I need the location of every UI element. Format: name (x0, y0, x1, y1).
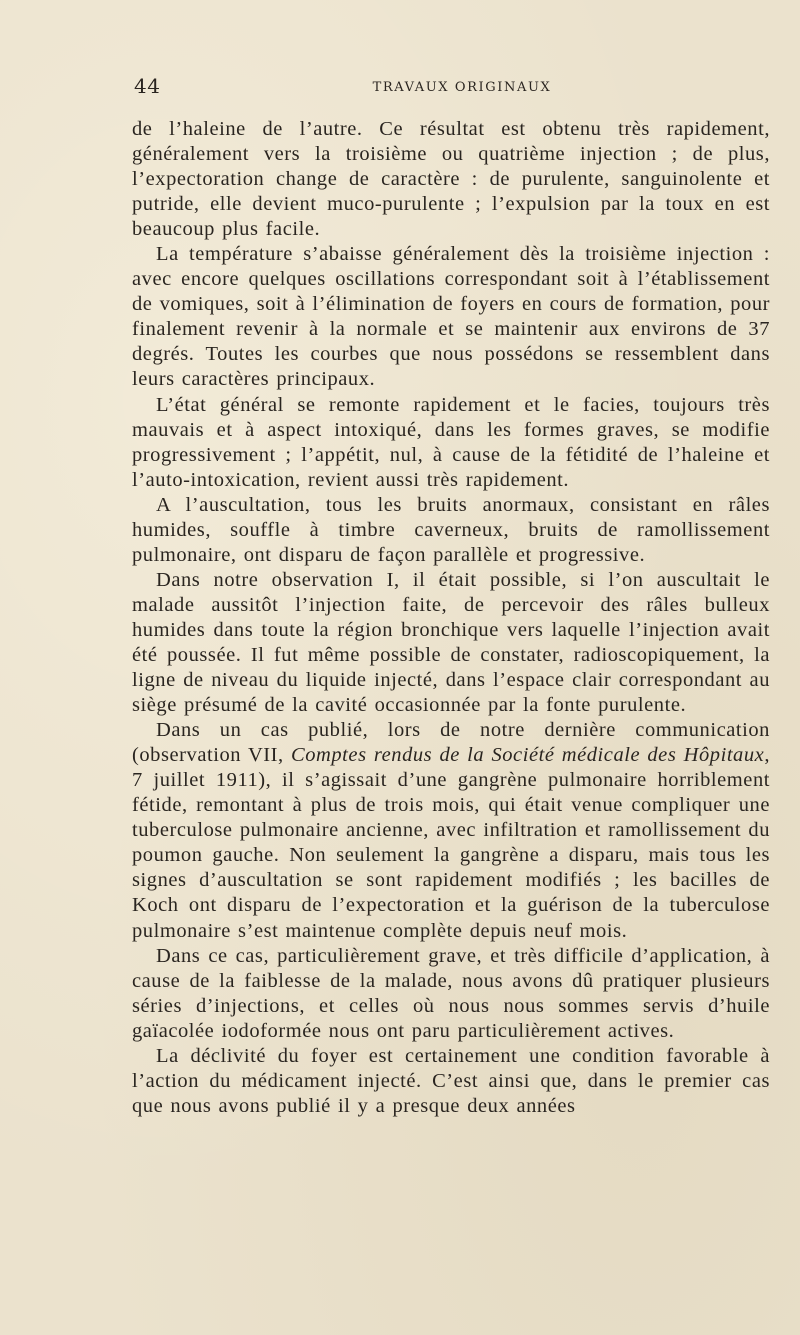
paragraph-text: Dans un cas publié, lors de notre dernière communication (observation VII, (132, 719, 770, 767)
running-title: TRAVAUX ORIGINAUX (372, 80, 552, 95)
body-text (132, 117, 770, 1119)
paragraph (132, 718, 770, 943)
paragraph: A l’auscultation, tous les bruits anormaux, consistant en râles humides, souffle à timbre caverneux, bruits de ramollissement pulmonaire, ont disparu de façon parallèle et progressive. (132, 493, 770, 566)
paragraph: La température s’abaisse généralement dès la troisième injection : avec encore quelques oscillations correspondant soit à l’établissement de vomiques, soit à l’élimination de foyers en cours de formation, pour finalement revenir à la normale et se maintenir aux environs de 37 degrés. Toutes les courbes que nous possédons se ressemblent dans leurs caractères principaux. (132, 243, 770, 391)
paragraph: L’état général se remonte rapidement et le facies, toujours très mauvais et à aspect intoxiqué, dans les formes graves, se modifie progressivement ; l’appétit, nul, à cause de la fétidité de l’haleine et l’auto-intoxication, revient aussi très rapidement. (132, 393, 770, 491)
paragraph: La déclivité du foyer est certainement une condition favorable à l’action du médicament injecté. C’est ainsi que, dans le premier cas que nous avons publié il y a presque deux années (132, 1044, 770, 1117)
running-header (134, 74, 770, 98)
journal-title: Comptes rendus de la Société médicale des Hôpitaux (291, 744, 765, 767)
paragraph: Dans notre observation I, il était possible, si l’on auscultait le malade aussitôt l’injection faite, de percevoir des râles bulleux humides dans toute la région bronchique vers laquelle l’injection avait été poussée. Il fut même possible de constater, radioscopiquement, la ligne de niveau du liquide injecté, dans l’espace clair correspondant au siège présumé de la cavité occasionnée par la fonte purulente. (132, 568, 770, 717)
paragraph: de l’haleine de l’autre. Ce résultat est obtenu très rapidement, généralement vers la troisième ou quatrième injection ; de plus, l’expectoration change de caractère : de purulente, sanguinolente et putride, elle devient muco-purulente ; l’expulsion par la toux en est beaucoup plus facile. (132, 118, 770, 241)
paragraph-text: , 7 juillet 1911), il s’agissait d’une gangrène pulmonaire horriblement fétide, remontant à plus de trois mois, qui était venue compliquer une tuberculose pulmonaire ancienne, avec infiltration et ramollissement du poumon gauche. Non seulement la gangrène a disparu, mais tous les signes d’auscultation se sont rapidement modifiés ; les bacilles de Koch ont disparu de l’expectoration et la guérison de la tuberculose pulmonaire s’est maintenue complète depuis neuf mois. (132, 744, 770, 942)
paragraph: Dans ce cas, particulièrement grave, et très difficile d’application, à cause de la faiblesse de la malade, nous avons dû pratiquer plusieurs séries d’injections, et celles où nous nous sommes servis d’huile gaïacolée iodoformée nous ont paru particulièrement actives. (132, 944, 770, 1042)
page-number: 44 (134, 74, 161, 98)
